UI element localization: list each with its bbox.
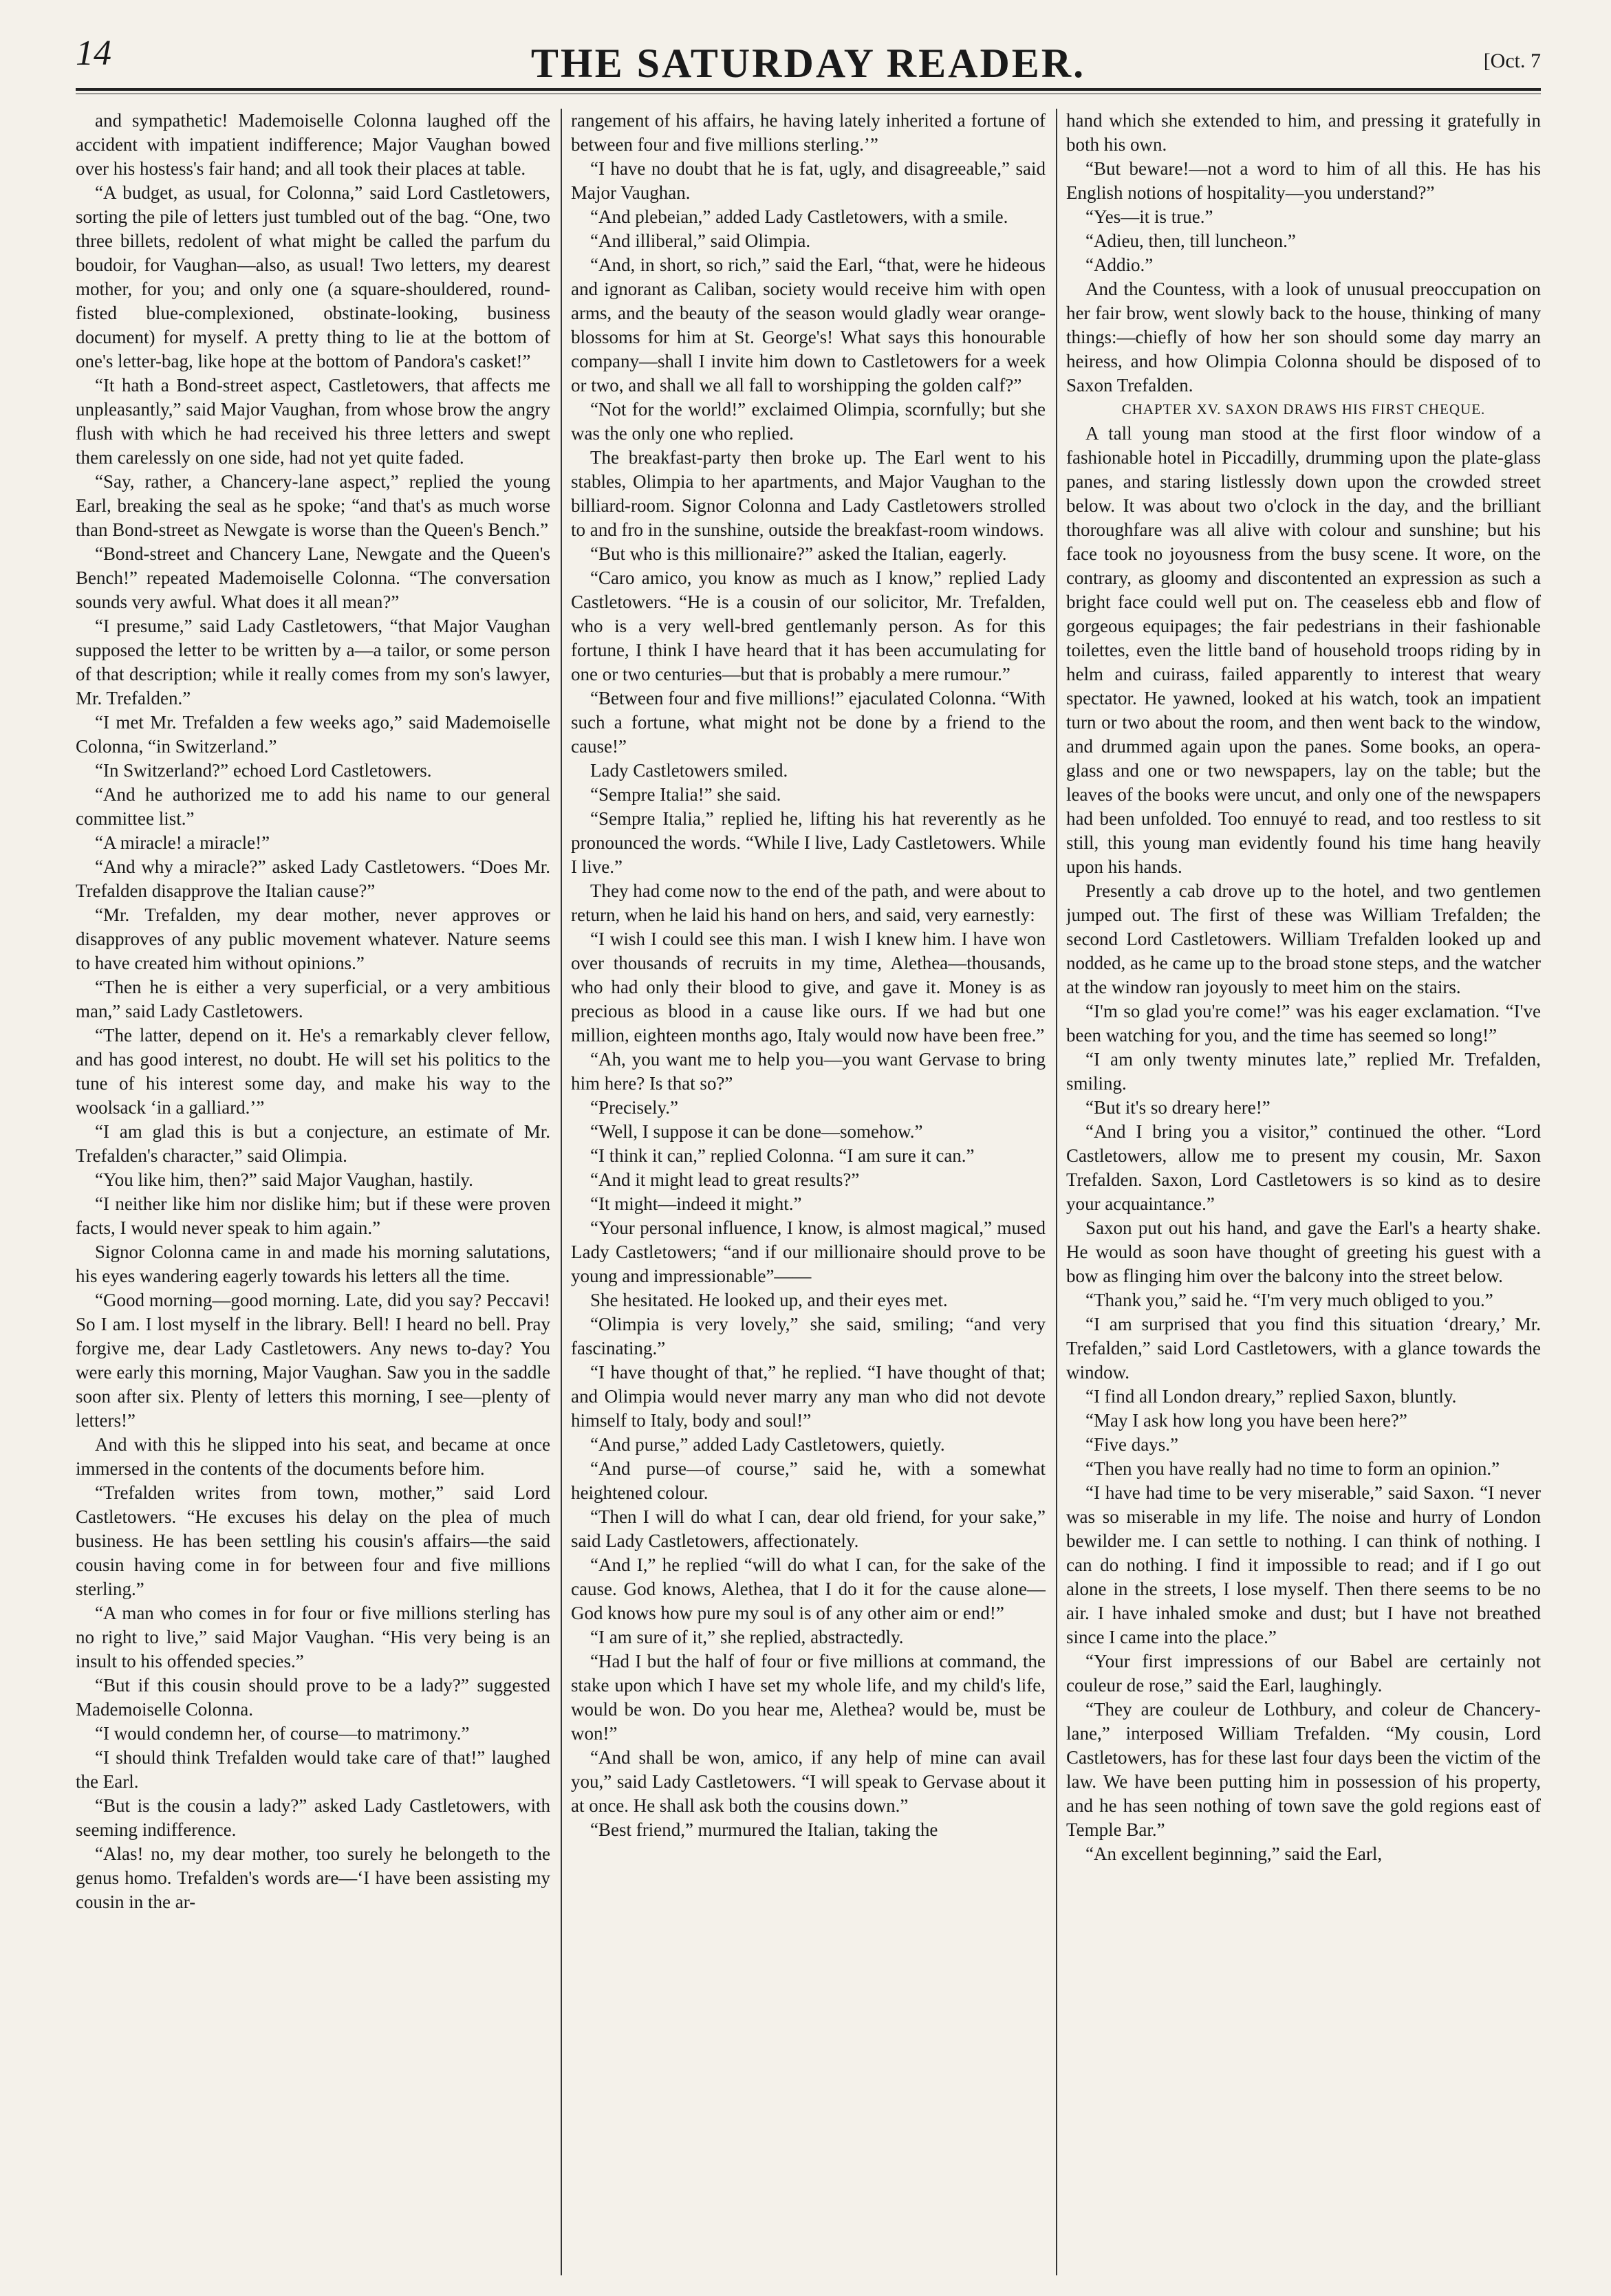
paragraph: “A man who comes in for four or five millions sterling has no right to live,” said Major Vaughan. “His very being is an insult to his offended species.” <box>76 1603 550 1671</box>
paragraph: “And purse,” added Lady Castletowers, quietly. <box>590 1434 945 1455</box>
paragraph: “But if this cousin should prove to be a lady?” suggested Mademoiselle Colonna. <box>76 1675 550 1720</box>
paragraph: “Mr. Trefalden, my dear mother, never approves or disapproves of any public movement whatever. Nature seems to have created him without opinions.” <box>76 905 550 973</box>
paragraph: Lady Castletowers smiled. <box>590 760 788 781</box>
chapter-heading: CHAPTER XV. SAXON DRAWS HIS FIRST CHEQUE. <box>1121 401 1486 418</box>
paragraph: “Well, I suppose it can be done—somehow.” <box>590 1121 923 1142</box>
paragraph: They had come now to the end of the path, and were about to return, when he laid his hand on hers, and said, very earnestly: <box>571 880 1046 925</box>
paragraph: “Yes—it is true.” <box>1085 206 1213 227</box>
paragraph: “But who is this millionaire?” asked the Italian, eagerly. <box>590 543 1007 564</box>
paragraph: “But beware!—not a word to him of all this. He has his English notions of hospitality—you understand?” <box>1066 158 1541 203</box>
paragraph: hand which she extended to him, and pressing it gratefully in both his own. <box>1066 110 1541 155</box>
paragraph: and sympathetic! Mademoiselle Colonna laughed off the accident with impatient indifference; Major Vaughan bowed over his hostess's fair hand; and all took their places at table. <box>76 110 550 179</box>
paragraph: “May I ask how long you have been here?” <box>1085 1410 1407 1431</box>
paragraph: “And illiberal,” said Olimpia. <box>590 230 811 251</box>
paragraph: “And I,” he replied “will do what I can, for the sake of the cause. God knows, Alethea, that I do it for the cause alone—God knows how pure my soul is of any other aim or end!” <box>571 1555 1046 1623</box>
paragraph: She hesitated. He looked up, and their eyes met. <box>590 1290 948 1310</box>
paragraph: “Your personal influence, I know, is almost magical,” mused Lady Castletowers; “and if our millionaire should prove to be young and impressionable”—— <box>571 1217 1046 1286</box>
paragraph: “Not for the world!” exclaimed Olimpia, scornfully; but she was the only one who replied. <box>571 399 1046 444</box>
paragraph: “I am sure of it,” she replied, abstractedly. <box>590 1627 904 1647</box>
paragraph: “The latter, depend on it. He's a remarkably clever fellow, and has good interest, no doubt. He will set his politics to the tune of his interest some day, and make his way to the woolsack ‘in a galliard.’” <box>76 1025 550 1118</box>
paragraph: “Your first impressions of our Babel are certainly not couleur de rose,” said the Earl, laughingly. <box>1066 1651 1541 1696</box>
paragraph: “Best friend,” murmured the Italian, taking the <box>590 1819 938 1840</box>
column-divider <box>1056 109 1057 2275</box>
paragraph: Presently a cab drove up to the hotel, and two gentlemen jumped out. The first of these was William Trefalden; the second Lord Castletowers. William Trefalden looked up and nodded, as he came up to the broad stone steps, and the watcher at the window ran joyously to meet him on the stairs. <box>1066 880 1541 997</box>
paragraph: “You like him, then?” said Major Vaughan, hastily. <box>95 1169 473 1190</box>
paragraph: “I presume,” said Lady Castletowers, “that Major Vaughan supposed the letter to be written by a—a tailor, or some person of that description; while it really comes from my son's lawyer, Mr. Trefalden.” <box>76 616 550 708</box>
paragraph: “Five days.” <box>1085 1434 1178 1455</box>
column-2 <box>571 109 1046 2275</box>
paragraph: “I wish I could see this man. I wish I knew him. I have won over thousands of recruits in my time, Alethea—thousands, who had only their blood to give, and gave it. Money is as precious as blood in a cause like ours. If we had but one million, eighteen months ago, Italy would now have been free.” <box>571 929 1046 1046</box>
paragraph: “Good morning—good morning. Late, did you say? Peccavi! So I am. I lost myself in the library. Bell! I heard no bell. Pray forgive me, dear Lady Castletowers. Any news to-day? You were early this morning, Major Vaughan. Saw you in the saddle soon after six. Plenty of letters this morning, I see—plenty of letters!” <box>76 1290 550 1431</box>
page-header <box>76 12 1541 88</box>
paragraph: “And purse—of course,” said he, with a somewhat heightened colour. <box>571 1458 1046 1503</box>
column-1 <box>76 109 550 2275</box>
paragraph: “I think it can,” replied Colonna. “I am sure it can.” <box>590 1145 975 1166</box>
paragraph: rangement of his affairs, he having lately inherited a fortune of between four and five millions sterling.’” <box>571 110 1046 155</box>
paragraph: “Sempre Italia!” she said. <box>590 784 781 805</box>
paragraph: “I'm so glad you're come!” was his eager exclamation. “I've been watching for you, and the time has seemed so long!” <box>1066 1001 1541 1046</box>
paragraph: “Then you have really had no time to form an opinion.” <box>1085 1458 1500 1479</box>
header-rule <box>76 88 1541 91</box>
paragraph: Saxon put out his hand, and gave the Earl's a hearty shake. He would as soon have thought of greeting his guest with a bow as flinging him over the balcony into the street below. <box>1066 1217 1541 1286</box>
issue-date: [Oct. 7 <box>1483 50 1541 72</box>
paragraph: “I have had time to be very miserable,” said Saxon. “I never was so miserable in my life. The noise and hurry of London bewilder me. I can settle to nothing. I can think of nothing. I can do nothing. I find it impossible to read; and if I go out alone in the streets, I lose myself. Then there seems to be no air. I have inhaled smoke and dust; but I have not breathed since I came into the place.” <box>1066 1482 1541 1647</box>
paragraph: “And plebeian,” added Lady Castletowers, with a smile. <box>590 206 1008 227</box>
paragraph: “Thank you,” said he. “I'm very much obliged to you.” <box>1085 1290 1493 1310</box>
paragraph: “An excellent beginning,” said the Earl, <box>1085 1843 1383 1864</box>
paragraph: “I have no doubt that he is fat, ugly, and disagreeable,” said Major Vaughan. <box>571 158 1046 203</box>
paragraph: Signor Colonna came in and made his morning salutations, his eyes wandering eagerly towards his letters all the time. <box>76 1242 550 1286</box>
paragraph: “Bond-street and Chancery Lane, Newgate and the Queen's Bench!” repeated Mademoiselle Colonna. “The conversation sounds very awful. What does it all mean?” <box>76 543 550 612</box>
paragraph: “Addio.” <box>1085 254 1154 275</box>
paragraph: “A miracle! a miracle!” <box>95 832 270 853</box>
paragraph: A tall young man stood at the first floor window of a fashionable hotel in Piccadilly, drumming upon the plate-glass panes, and staring listlessly down upon the crowded street below. It was about two o'clock in the day, and the brilliant thoroughfare was all alive with colour and sunshine; but his face took no joyousness from the busy scene. It wore, on the contrary, as gloomy and discontented an expression as such a bright face could well put on. The ceaseless ebb and flow of gorgeous equipages; the fair pedestrians in their fashionable toilettes, even the little band of household troops riding by in helm and cuirass, failed apparently to interest that weary spectator. He yawned, looked at his watch, took an impatient turn or two about the room, and then went back to the window, and drummed again upon the panes. Some books, an opera-glass and one or two newspapers, lay on the table; but the leaves of the books were uncut, and only one of the newspapers had been unfolded. Too ennuyé to read, and too restless to sit still, this young man evidently found his time hang heavily upon his hands. <box>1066 423 1541 877</box>
paragraph: “I would condemn her, of course—to matrimony.” <box>95 1723 470 1744</box>
paragraph: “Then he is either a very superficial, or a very ambitious man,” said Lady Castletowers. <box>76 977 550 1021</box>
paragraph: “I am only twenty minutes late,” replied Mr. Trefalden, smiling. <box>1066 1049 1541 1094</box>
paragraph: “I am surprised that you find this situation ‘dreary,’ Mr. Trefalden,” said Lord Castletowers, with a glance towards the window. <box>1066 1314 1541 1383</box>
masthead-title: THE SATURDAY READER. <box>530 41 1086 86</box>
paragraph: “It hath a Bond-street aspect, Castletowers, that affects me unpleasantly,” said Major Vaughan, from whose brow the angry flush with which he had received his three letters and swept them carelessly on one side, had not yet quite faded. <box>76 375 550 468</box>
paragraph: “A budget, as usual, for Colonna,” said Lord Castletowers, sorting the pile of letters just tumbled out of the bag. “One, two three billets, redolent of what might be called the parfum du boudoir, for Vaughan—also, as usual! Two letters, my dearest mother, for you; and only one (a square-shouldered, round-fisted blue-complexioned, obstinate-looking, business document) for myself. A pretty thing to lie at the bottom of one's letter-bag, like hope at the bottom of Pandora's casket!” <box>76 182 550 371</box>
column-3 <box>1066 109 1541 2275</box>
column-divider <box>561 109 562 2275</box>
paragraph: And the Countess, with a look of unusual preoccupation on her fair brow, went slowly back to the house, thinking of many things:—chiefly of how her son should some day marry an heiress, and how Olimpia Colonna should be disposed of to Saxon Trefalden. <box>1066 279 1541 396</box>
paragraph: “I met Mr. Trefalden a few weeks ago,” said Mademoiselle Colonna, “in Switzerland.” <box>76 712 550 757</box>
paragraph: “I neither like him nor dislike him; but if these were proven facts, I would never speak to him again.” <box>76 1193 550 1238</box>
article-columns <box>76 109 1541 2275</box>
paragraph: “But is the cousin a lady?” asked Lady Castletowers, with seeming indifference. <box>76 1795 550 1840</box>
paragraph: “And shall be won, amico, if any help of mine can avail you,” said Lady Castletowers. “I will speak to Gervase about it at once. He shall ask both the cousins down.” <box>571 1747 1046 1816</box>
paragraph: “Then I will do what I can, dear old friend, for your sake,” said Lady Castletowers, affectionately. <box>571 1506 1046 1551</box>
page-number: 14 <box>76 34 111 73</box>
paragraph: And with this he slipped into his seat, and became at once immersed in the contents of the documents before him. <box>76 1434 550 1479</box>
paragraph: “I am glad this is but a conjecture, an estimate of Mr. Trefalden's character,” said Olimpia. <box>76 1121 550 1166</box>
paragraph: “Precisely.” <box>590 1097 678 1118</box>
paragraph: “Adieu, then, till luncheon.” <box>1085 230 1296 251</box>
paragraph: “Had I but the half of four or five millions at command, the stake upon which I have set my whole life, and my child's life, would be won. Do you hear me, Alethea? would be, must be won!” <box>571 1651 1046 1744</box>
paragraph: “I should think Trefalden would take care of that!” laughed the Earl. <box>76 1747 550 1792</box>
paragraph: “It might—indeed it might.” <box>590 1193 802 1214</box>
paragraph: “I have thought of that,” he replied. “I have thought of that; and Olimpia would never marry any man who did not devote himself to Italy, body and soul!” <box>571 1362 1046 1431</box>
paragraph: “And it might lead to great results?” <box>590 1169 860 1190</box>
paragraph: “And he authorized me to add his name to our general committee list.” <box>76 784 550 829</box>
paragraph: “Ah, you want me to help you—you want Gervase to bring him here? Is that so?” <box>571 1049 1046 1094</box>
paragraph: The breakfast-party then broke up. The Earl went to his stables, Olimpia to her apartments, and Major Vaughan to the billiard-room. Signor Colonna and Lady Castletowers strolled to and fro in the sunshine, outside the breakfast-room windows. <box>571 447 1046 540</box>
paragraph: “Trefalden writes from town, mother,” said Lord Castletowers. “He excuses his delay on the plea of much business. He has been settling his cousin's affairs—the said cousin having come in for between four and five millions sterling.” <box>76 1482 550 1599</box>
paragraph: “But it's so dreary here!” <box>1085 1097 1271 1118</box>
paragraph: “Alas! no, my dear mother, too surely he belongeth to the genus homo. Trefalden's words are—‘I have been assisting my cousin in the ar- <box>76 1843 550 1912</box>
paragraph: “Sempre Italia,” replied he, lifting his hat reverently as he pronounced the words. “While I live, Lady Castletowers. While I live.” <box>571 808 1046 877</box>
paragraph: “I find all London dreary,” replied Saxon, bluntly. <box>1085 1386 1457 1407</box>
paragraph: “And I bring you a visitor,” continued the other. “Lord Castletowers, allow me to present my cousin, Mr. Saxon Trefalden. Saxon, Lord Castletowers is so kind as to desire your acquaintance.” <box>1066 1121 1541 1214</box>
paragraph: “And why a miracle?” asked Lady Castletowers. “Does Mr. Trefalden disapprove the Italian cause?” <box>76 856 550 901</box>
paragraph: “Between four and five millions!” ejaculated Colonna. “With such a fortune, what might not be done by a friend to the cause!” <box>571 688 1046 757</box>
paragraph: “And, in short, so rich,” said the Earl, “that, were he hideous and ignorant as Caliban, society would receive him with open arms, and the beauty of the season would gladly wear orange-blossoms for him at St. George's! What says this honourable company—shall I invite him down to Castletowers for a week or two, and shall we all fall to worshipping the golden calf?” <box>571 254 1046 396</box>
paragraph: “In Switzerland?” echoed Lord Castletowers. <box>95 760 432 781</box>
paragraph: “Say, rather, a Chancery-lane aspect,” replied the young Earl, breaking the seal as he spoke; “and that's as much worse than Bond-street as Newgate is worse than the Queen's Bench.” <box>76 471 550 540</box>
paragraph: “They are couleur de Lothbury, and coleur de Chancery-lane,” interposed William Trefalden. “My cousin, Lord Castletowers, has for these last four days been the victim of the law. We have been putting him in possession of his property, and he has seen nothing of town save the gold regions east of Temple Bar.” <box>1066 1699 1541 1840</box>
paragraph: “Caro amico, you know as much as I know,” replied Lady Castletowers. “He is a cousin of our solicitor, Mr. Trefalden, who is a very well-bred gentlemanly person. As for this fortune, I think I have heard that it has been accumulating for one or two centuries—but that is probably a mere rumour.” <box>571 567 1046 684</box>
paragraph: “Olimpia is very lovely,” she said, smiling; “and very fascinating.” <box>571 1314 1046 1358</box>
